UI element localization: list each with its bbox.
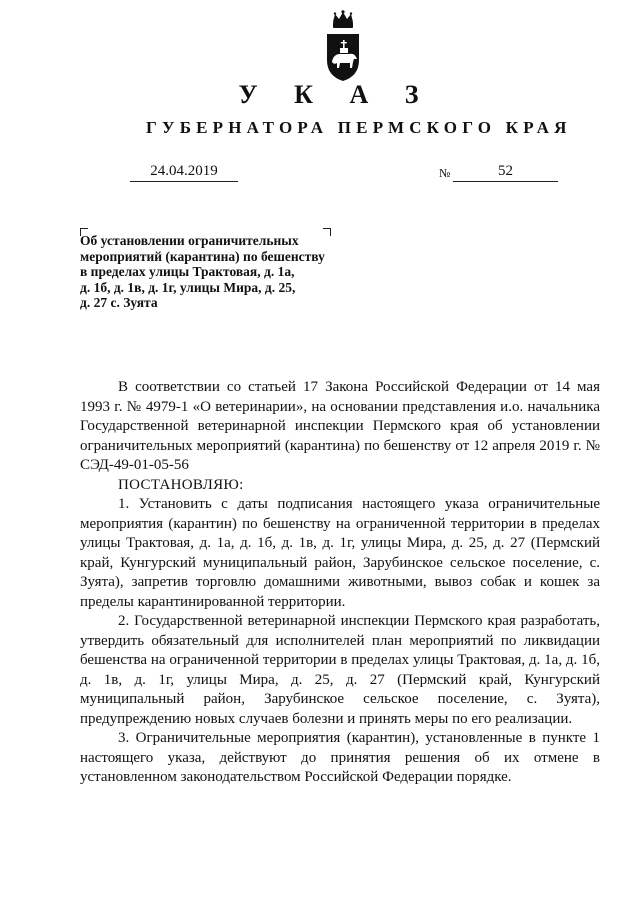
- decree-item-3: 3. Ограничительные мероприятия (карантин), установленные в пункте 1 настоящего указа, действуют до принятия решения об их отмене в установленном законодательством Российской Федерации порядке.: [80, 730, 600, 785]
- decree-item-1: 1. Установить с даты подписания настоящего указа ограничительные мероприятия (карантин) по бешенству на ограниченной территории в пределах улицы Трактовая, д. 1а, д. 1б, д. 1в, д. 1г, улицы Мира, д. 25, д. 27 (Пермский край, Кунгурский муниципальный район, Зарубинское сельское поселение, с. Зуята), запретив торговлю домашними животными, вывоз собак и кошек за пределы карантинированной территории.: [80, 496, 600, 610]
- decree-title: [80, 233, 340, 311]
- issuer-heading: ГУБЕРНАТОРА ПЕРМСКОГО КРАЯ: [146, 118, 572, 137]
- resolve-heading: ПОСТАНОВЛЯЮ:: [118, 476, 244, 493]
- preamble-paragraph: В соответствии со статьей 17 Закона Российской Федерации от 14 мая 1993 г. № 4979-1 «О ветеринарии», на основании представления и.о. начальника Государственной ветеринарной инспекции Пермского края об установлении ограничительных мероприятий (карантина) по бешенству от 12 апреля 2019 г. № СЭД-49-01-05-56: [80, 379, 600, 473]
- perm-krai-coat-of-arms-icon: [323, 10, 363, 82]
- decree-title-line: д. 1б, д. 1в, д. 1г, улицы Мира, д. 25,: [80, 279, 296, 295]
- decree-item-2: 2. Государственной ветеринарной инспекции Пермского края разработать, утвердить обязательный для исполнителей план мероприятий по ликвидации бешенства на ограниченной территории в пределах улицы Трактовая, д. 1а, д. 1б, д. 1в, д. 1г, улицы Мира, д. 25, д. 27 (Пермский край, Кунгурский муниципальный район, Зарубинское сельское поселение, с. Зуята), предупреждению новых случаев болезни и принять меры по его реализации.: [80, 613, 600, 727]
- decree-date: 24.04.2019: [130, 161, 238, 182]
- decree-title-line: мероприятий (карантина) по бешенству: [80, 248, 325, 264]
- document-type-heading: У К А З: [238, 80, 434, 109]
- decree-title-line: Об установлении ограничительных: [80, 233, 299, 248]
- decree-body: [80, 378, 600, 788]
- decree-number: 52: [453, 161, 558, 182]
- decree-number-label: №: [439, 166, 451, 180]
- decree-title-line: д. 27 с. Зуята: [80, 295, 158, 310]
- decree-title-line: в пределах улицы Трактовая, д. 1а,: [80, 264, 295, 279]
